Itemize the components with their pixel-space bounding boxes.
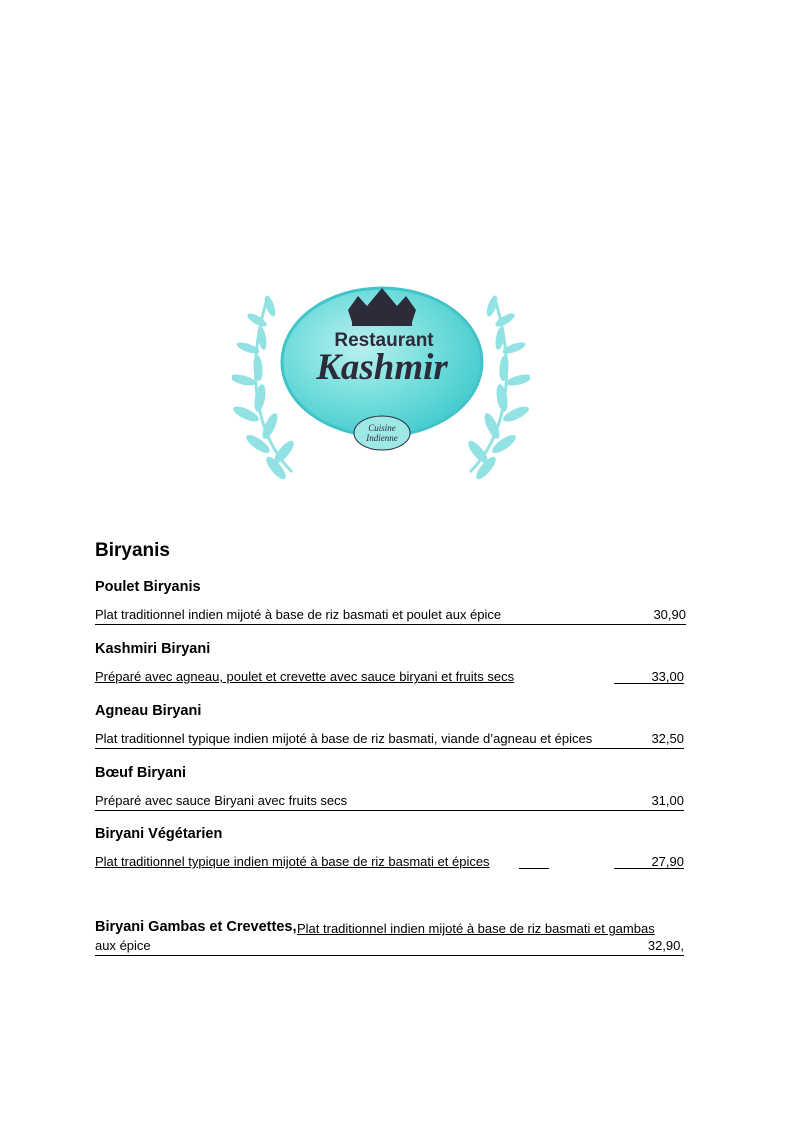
dish-line bbox=[95, 730, 684, 749]
section-title: Biryanis bbox=[95, 540, 170, 561]
dish-description: Préparé avec agneau, poulet et crevette avec sauce biryani et fruits secs bbox=[95, 669, 515, 684]
dish-line bbox=[95, 853, 684, 871]
special-dish-description-cont: aux épice bbox=[95, 938, 151, 953]
special-dish-name: Biryani Gambas et Crevettes, bbox=[95, 919, 297, 935]
dish-price: 27,90 bbox=[651, 854, 684, 869]
dish-price: 32,50 bbox=[651, 731, 684, 746]
dish-line bbox=[95, 668, 684, 686]
dish-description: Plat traditionnel typique indien mijoté à base de riz basmati et épices bbox=[95, 854, 490, 869]
dish-price: 33,00 bbox=[651, 669, 684, 684]
dish-price: 30,90 bbox=[653, 607, 686, 622]
dish-description: Plat traditionnel indien mijoté à base de riz basmati et poulet aux épice bbox=[95, 607, 502, 622]
logo-name-text: Kashmir bbox=[316, 347, 448, 388]
spacer-mark bbox=[519, 868, 549, 869]
special-dish-line bbox=[95, 938, 684, 956]
dish-name: Biryani Végétarien bbox=[95, 826, 223, 842]
special-dish-description: Plat traditionnel indien mijoté à base de riz basmati et gambas bbox=[297, 921, 655, 936]
dish-price: 31,00 bbox=[651, 793, 684, 808]
dish-description: Préparé avec sauce Biryani avec fruits secs bbox=[95, 793, 348, 808]
logo-badge-line2: Indienne bbox=[366, 433, 398, 443]
dish-line bbox=[95, 606, 686, 625]
restaurant-logo bbox=[232, 276, 530, 482]
logo-restaurant-text: Restaurant bbox=[334, 330, 434, 351]
dish-line bbox=[95, 792, 684, 811]
logo-badge-line1: Cuisine bbox=[368, 423, 396, 433]
dish-name: Bœuf Biryani bbox=[95, 765, 187, 781]
special-dish-price: 32,90, bbox=[647, 938, 684, 953]
dish-description: Plat traditionnel typique indien mijoté à base de riz basmati, viande d’agneau et épices bbox=[95, 731, 593, 746]
dish-name: Poulet Biryanis bbox=[95, 579, 201, 595]
dish-name: Kashmiri Biryani bbox=[95, 641, 211, 657]
dish-name: Agneau Biryani bbox=[95, 703, 202, 719]
